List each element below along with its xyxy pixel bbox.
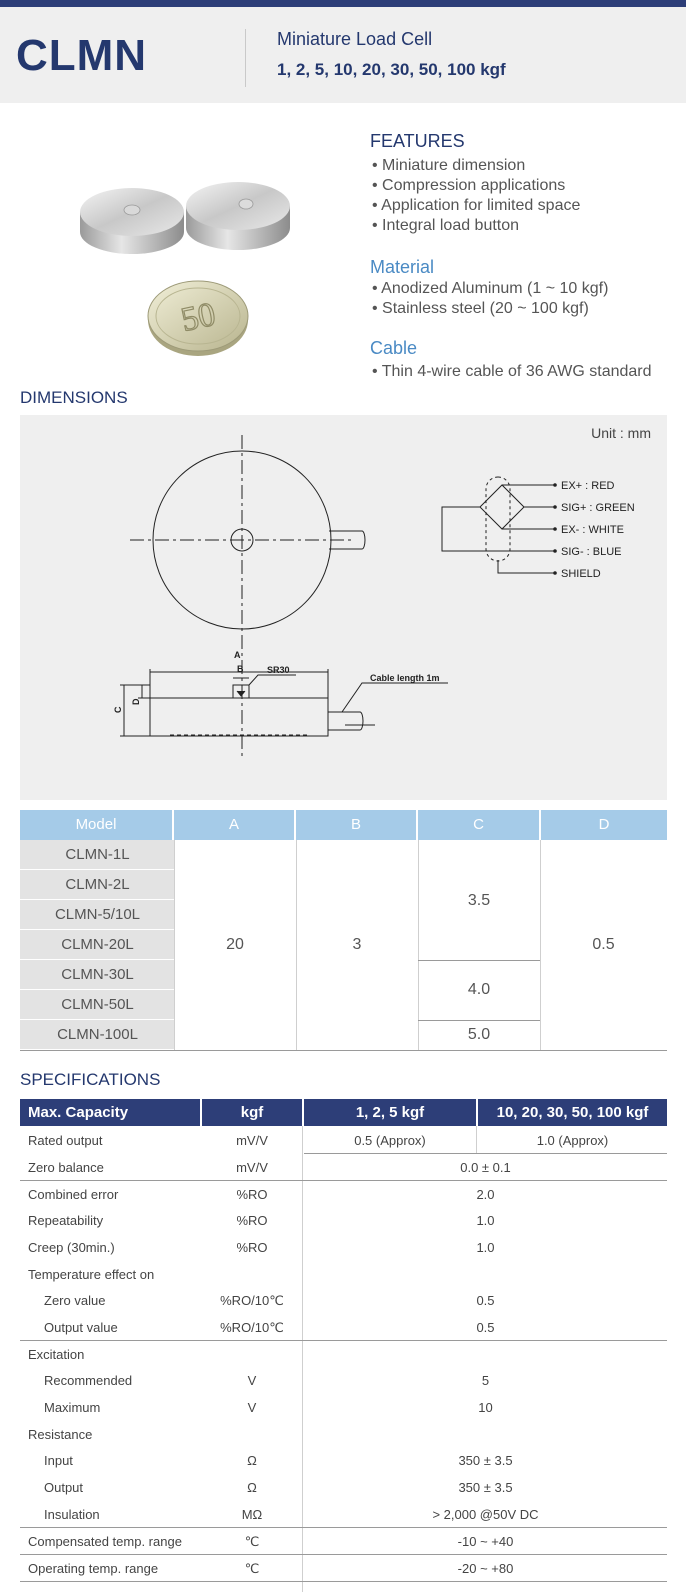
spec-label: Insulation [44, 1507, 100, 1522]
spec-label: Recommended [44, 1373, 133, 1388]
spec-unit: %RO [236, 1213, 268, 1228]
page-header [0, 7, 686, 103]
spec-group-label: Excitation [28, 1347, 85, 1362]
feature-item: • Miniature dimension [372, 157, 526, 174]
spec-row-line [20, 1340, 667, 1341]
value-c: 5.0 [467, 1026, 491, 1043]
brand-title: CLMN [16, 31, 148, 80]
spec-value: 10 [478, 1400, 493, 1415]
specifications-heading: SPECIFICATIONS [20, 1070, 161, 1089]
spec-value: 0.0 ± 0.1 [460, 1160, 511, 1175]
product-photo [70, 170, 290, 370]
material-heading: Material [370, 257, 435, 277]
spec-value: 1.0 (Approx) [536, 1133, 609, 1148]
spec-value: 350 ± 3.5 [458, 1453, 513, 1468]
cable-item: • Thin 4-wire cable of 36 AWG standard [372, 363, 652, 380]
capacity-range: 1, 2, 5, 10, 20, 30, 50, 100 kgf [277, 60, 506, 79]
cable-heading: Cable [370, 338, 418, 358]
feature-item: • Compression applications [372, 177, 566, 194]
spec-header-range2: 10, 20, 30, 50, 100 kgf [478, 1099, 667, 1126]
col-header-a: A [174, 810, 294, 840]
spec-label: Input [44, 1453, 73, 1468]
value-c: 4.0 [467, 981, 491, 998]
wire-sig-minus: SIG- : BLUE [561, 546, 622, 558]
spec-unit: MΩ [241, 1507, 263, 1522]
spec-row-line [20, 1180, 667, 1181]
spec-value: 1.0 [476, 1240, 495, 1255]
model-cell: CLMN-2L [20, 870, 175, 900]
model-cell: CLMN-1L [20, 840, 175, 870]
spec-header-range1: 1, 2, 5 kgf [304, 1099, 476, 1126]
col-header-model: Model [20, 810, 172, 840]
product-subtitle: Miniature Load Cell [277, 29, 433, 49]
spec-unit: Ω [247, 1480, 257, 1495]
load-cell-left [80, 188, 184, 254]
model-cell: CLMN-5/10L [20, 900, 175, 930]
value-b: 3 [352, 936, 362, 953]
material-item: • Stainless steel (20 ~ 100 kgf) [372, 300, 589, 317]
spec-label: Combined error [28, 1187, 119, 1202]
model-cell: CLMN-20L [20, 930, 175, 960]
dim-label-a: A [234, 650, 241, 660]
spec-value: -10 ~ +40 [457, 1534, 514, 1549]
top-accent-bar [0, 0, 686, 7]
spec-bottom-border [20, 1581, 667, 1582]
model-cell: CLMN-50L [20, 990, 175, 1020]
coin-number: 50 [177, 295, 219, 340]
dimensions-heading: DIMENSIONS [20, 388, 128, 407]
table-divider [418, 840, 419, 1050]
table-divider [418, 960, 540, 961]
feature-item: • Integral load button [372, 217, 520, 234]
wire-ex-plus: EX+ : RED [561, 480, 615, 492]
table-divider [418, 1020, 540, 1021]
bridge-symbol [480, 485, 524, 529]
spec-header-unit: kgf [202, 1099, 302, 1126]
spec-unit: %RO [236, 1187, 268, 1202]
material-item: • Anodized Aluminum (1 ~ 10 kgf) [372, 280, 609, 297]
spec-group-label: Resistance [28, 1427, 93, 1442]
spec-label: Maximum [44, 1400, 101, 1415]
spec-unit: ℃ [244, 1561, 260, 1576]
dim-label-cable: Cable length 1m [370, 673, 440, 683]
spec-label: Output value [44, 1320, 118, 1335]
spec-row-line [20, 1527, 667, 1528]
spec-row-line [304, 1153, 667, 1154]
dimension-drawing-panel [20, 415, 667, 800]
col-header-b: B [296, 810, 416, 840]
dim-label-sr: SR30 [267, 665, 290, 675]
spec-unit: %RO/10℃ [220, 1293, 284, 1308]
dim-label-c: C [113, 706, 123, 713]
spec-value: 2.0 [476, 1187, 495, 1202]
col-header-c: C [418, 810, 539, 840]
feature-item: • Application for limited space [372, 197, 581, 214]
spec-value: -20 ~ +80 [457, 1561, 514, 1576]
model-cell: CLMN-30L [20, 960, 175, 990]
spec-unit: Ω [247, 1453, 257, 1468]
model-cell: CLMN-100L [20, 1020, 175, 1050]
value-c: 3.5 [467, 892, 491, 909]
spec-unit: V [247, 1373, 257, 1388]
spec-group-label: Temperature effect on [28, 1267, 155, 1282]
spec-label: Zero value [44, 1293, 106, 1308]
col-header-d: D [541, 810, 667, 840]
spec-value: 350 ± 3.5 [458, 1480, 513, 1495]
spec-unit: %RO/10℃ [220, 1320, 284, 1335]
value-a: 20 [226, 936, 244, 953]
spec-unit: ℃ [244, 1534, 260, 1549]
value-d: 0.5 [592, 936, 615, 953]
spec-label: Operating temp. range [28, 1561, 159, 1576]
load-cell-right [186, 182, 290, 250]
wire-shield: SHIELD [561, 568, 601, 580]
spec-unit: mV/V [236, 1160, 268, 1175]
spec-unit: %RO [236, 1240, 268, 1255]
spec-header-capacity: Max. Capacity [20, 1099, 200, 1126]
spec-row-line [20, 1554, 667, 1555]
wire-sig-plus: SIG+ : GREEN [561, 502, 635, 514]
technical-drawing [20, 415, 667, 800]
spec-value: 5 [481, 1373, 490, 1388]
spec-value: 0.5 (Approx) [354, 1133, 426, 1148]
features-heading: FEATURES [370, 131, 465, 151]
spec-value: 0.5 [476, 1293, 495, 1308]
dim-label-b: B [237, 664, 244, 674]
spec-label: Repeatability [28, 1213, 104, 1228]
spec-label: Compensated temp. range [28, 1534, 182, 1549]
header-divider [245, 29, 246, 87]
spec-value: 0.5 [476, 1320, 495, 1335]
spec-label: Rated output [28, 1133, 103, 1148]
spec-value: 1.0 [476, 1213, 495, 1228]
spec-label: Output [44, 1480, 84, 1495]
dim-label-d: D [131, 698, 141, 705]
spec-label: Zero balance [28, 1160, 104, 1175]
unit-label: Unit : mm [591, 425, 651, 441]
coin-scale-reference [148, 281, 248, 356]
spec-unit: V [247, 1400, 257, 1415]
spec-unit: mV/V [236, 1133, 268, 1148]
spec-value: > 2,000 @50V DC [432, 1507, 539, 1522]
table-bottom-border [20, 1050, 667, 1051]
wire-ex-minus: EX- : WHITE [561, 524, 624, 536]
spec-label: Creep (30min.) [28, 1240, 115, 1255]
spec-divider [302, 1126, 303, 1592]
spec-divider [476, 1126, 477, 1153]
